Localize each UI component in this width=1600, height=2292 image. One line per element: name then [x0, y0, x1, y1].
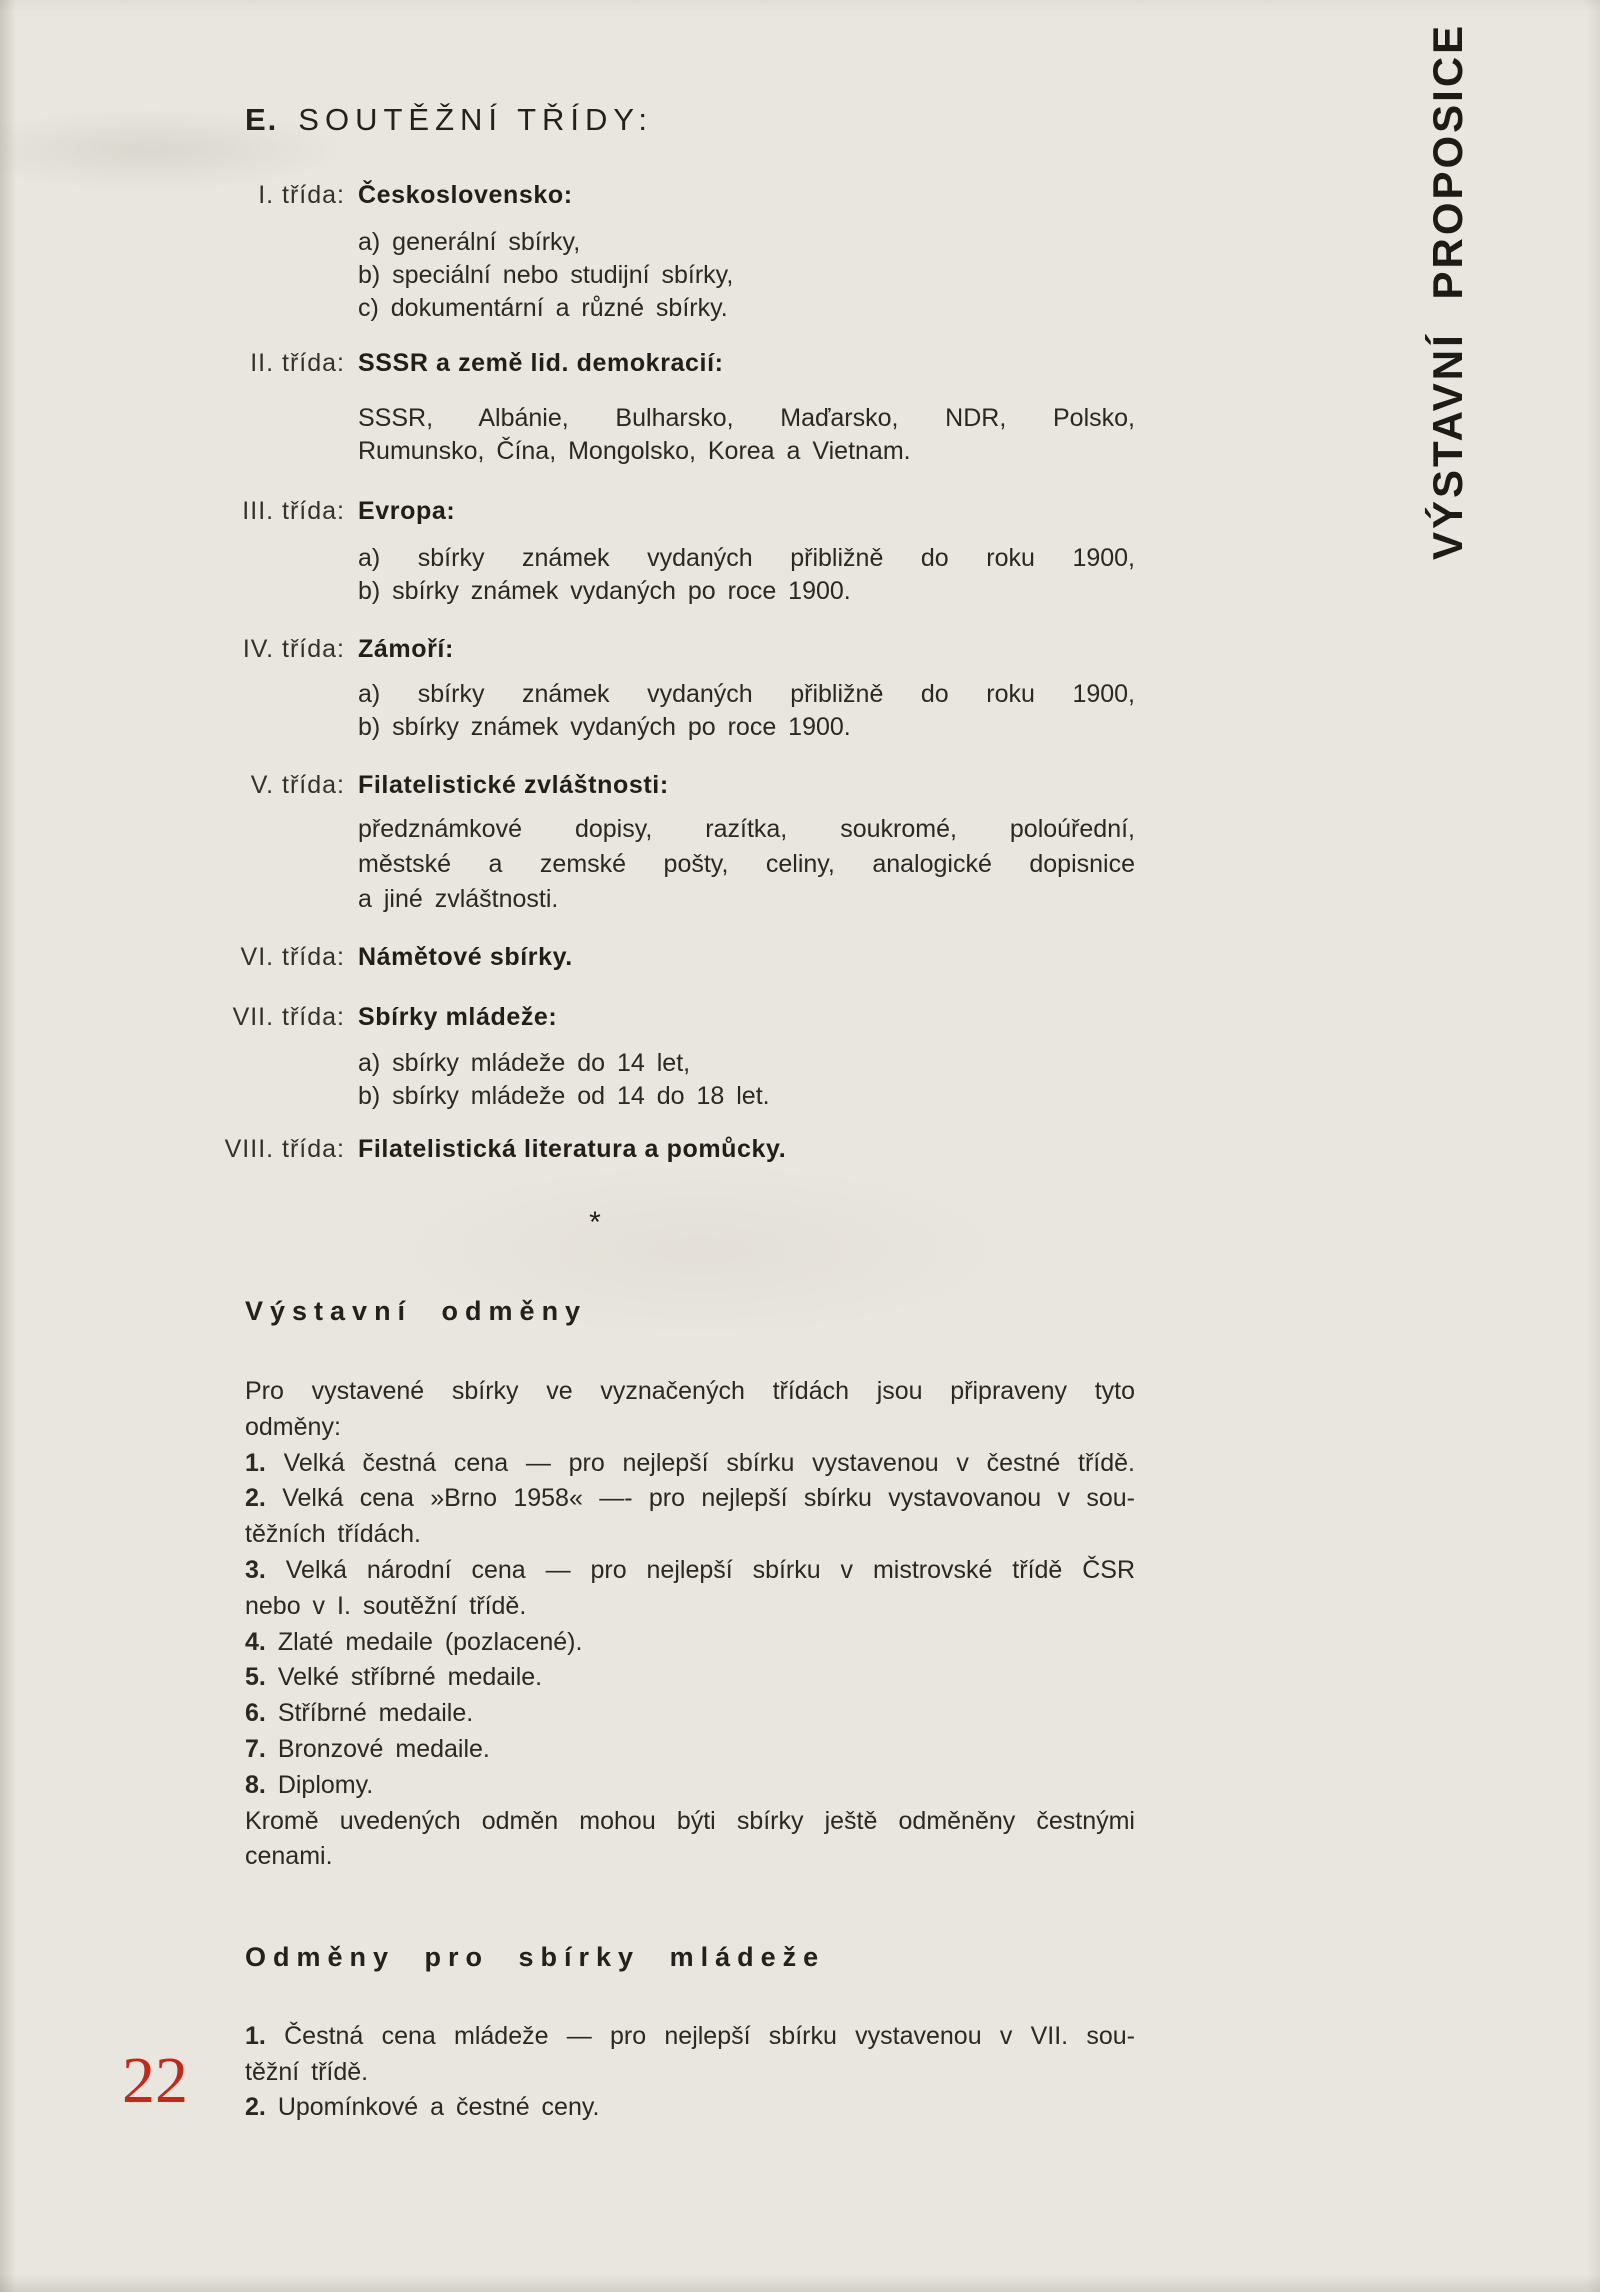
awards-paragraph: [245, 1374, 1135, 1875]
class-item-line: b) sbírky známek vydaných po roce 1900.: [358, 713, 851, 741]
class-3-items: [358, 542, 1135, 608]
class-label: III. třída:: [242, 497, 345, 525]
award-line: Kromě uvedených odměn mohou býti sbírky ještě odměněny čestnými: [245, 1806, 1135, 1835]
class-item-line: a) sbírky známek vydaných přibližně do roku 1900,: [358, 544, 1135, 572]
class-row-1: [217, 180, 1135, 210]
youth-award-line: 2. Upomínkové a čestné ceny.: [245, 2093, 600, 2121]
class-item-line: b) sbírky mládeže od 14 do 18 let.: [358, 1082, 770, 1110]
class-body-line: předznámkové dopisy, razítka, soukromé, poloúřední,: [358, 815, 1135, 843]
country-list-line: Rumunsko, Čína, Mongolsko, Korea a Vietnam.: [358, 437, 911, 465]
class-item-line: c) dokumentární a různé sbírky.: [358, 294, 728, 322]
class-title: Filatelistické zvláštnosti:: [358, 771, 669, 799]
class-label: VII. třída:: [232, 1003, 345, 1031]
class-title: Námětové sbírky.: [358, 943, 573, 971]
award-line: Pro vystavené sbírky ve vyznačených třídách jsou připraveny tyto: [245, 1377, 1135, 1405]
class-2-body: [358, 402, 1135, 468]
class-item-line: a) sbírky mládeže do 14 let,: [358, 1049, 691, 1077]
page-number: 22: [122, 2044, 188, 2117]
award-line: 4. Zlaté medaile (pozlacené).: [245, 1627, 583, 1656]
class-title: SSSR a země lid. demokracií:: [358, 349, 724, 377]
class-body-line: městské a zemské pošty, celiny, analogické dopisnice: [358, 850, 1135, 878]
class-item-line: a) generální sbírky,: [358, 228, 581, 256]
class-1-items: [358, 226, 1135, 325]
class-label: V. třída:: [250, 771, 345, 799]
class-5-body: [358, 812, 1135, 917]
class-body-line: a jiné zvláštnosti.: [358, 885, 559, 913]
class-label: VIII. třída:: [224, 1135, 345, 1163]
award-line: odměny:: [245, 1412, 341, 1441]
class-row-2: [217, 348, 1135, 378]
award-line: 6. Stříbrné medaile.: [245, 1699, 474, 1728]
class-title: Filatelistická literatura a pomůcky.: [358, 1135, 787, 1163]
class-label: I. třída:: [258, 181, 345, 209]
class-row-4: [217, 634, 1135, 664]
youth-award-line: těžní třídě.: [245, 2057, 369, 2086]
award-line: 2. Velká cena »Brno 1958« —- pro nejlepší sbírku vystavovanou v sou-: [245, 1484, 1136, 1513]
asterisk-separator: *: [589, 1206, 601, 1239]
class-title: Československo:: [358, 181, 573, 209]
awards-section-title: Výstavní odměny: [245, 1296, 588, 1326]
youth-awards-section-title: Odměny pro sbírky mládeže: [245, 1942, 826, 1972]
class-item-line: b) speciální nebo studijní sbírky,: [358, 261, 734, 289]
class-label: II. třída:: [250, 349, 345, 377]
class-title: Zámoří:: [358, 635, 454, 663]
award-line: cenami.: [245, 1842, 333, 1871]
class-item-line: b) sbírky známek vydaných po roce 1900.: [358, 577, 851, 605]
award-line: těžních třídách.: [245, 1520, 421, 1549]
award-line: 5. Velké stříbrné medaile.: [245, 1663, 543, 1692]
youth-award-line: 1. Čestná cena mládeže — pro nejlepší sbírku vystavenou v VII. sou-: [245, 2022, 1135, 2050]
class-title: Sbírky mládeže:: [358, 1003, 558, 1031]
class-row-6: [217, 942, 1135, 972]
class-item-line: a) sbírky známek vydaných přibližně do roku 1900,: [358, 680, 1135, 708]
award-line: 1. Velká čestná cena — pro nejlepší sbírku vystavenou v čestné třídě.: [245, 1448, 1135, 1477]
class-row-8: [217, 1134, 1135, 1164]
class-title: Evropa:: [358, 497, 456, 525]
award-line: 7. Bronzové medaile.: [245, 1734, 490, 1763]
class-label: IV. třída:: [242, 635, 345, 663]
award-line: 8. Diplomy.: [245, 1770, 374, 1799]
class-row-5: [217, 770, 1135, 800]
class-4-items: [358, 678, 1135, 744]
youth-awards-paragraph: [245, 2019, 1135, 2126]
section-title: SOUTĚŽNÍ TŘÍDY:: [298, 102, 653, 137]
country-list-line: SSSR, Albánie, Bulharsko, Maďarsko, NDR, Polsko,: [358, 404, 1135, 432]
class-row-3: [217, 496, 1135, 526]
class-label: VI. třída:: [240, 943, 345, 971]
class-row-7: [217, 1002, 1135, 1032]
class-7-items: [358, 1047, 1135, 1113]
section-heading-competition-classes: [245, 104, 653, 135]
award-line: nebo v I. soutěžní třídě.: [245, 1591, 527, 1620]
award-line: 3. Velká národní cena — pro nejlepší sbírku v mistrovské třídě ČSR: [245, 1555, 1136, 1584]
vertical-margin-title: VÝSTAVNÍ PROPOSICE: [1424, 22, 1471, 560]
section-letter: E.: [245, 102, 279, 137]
